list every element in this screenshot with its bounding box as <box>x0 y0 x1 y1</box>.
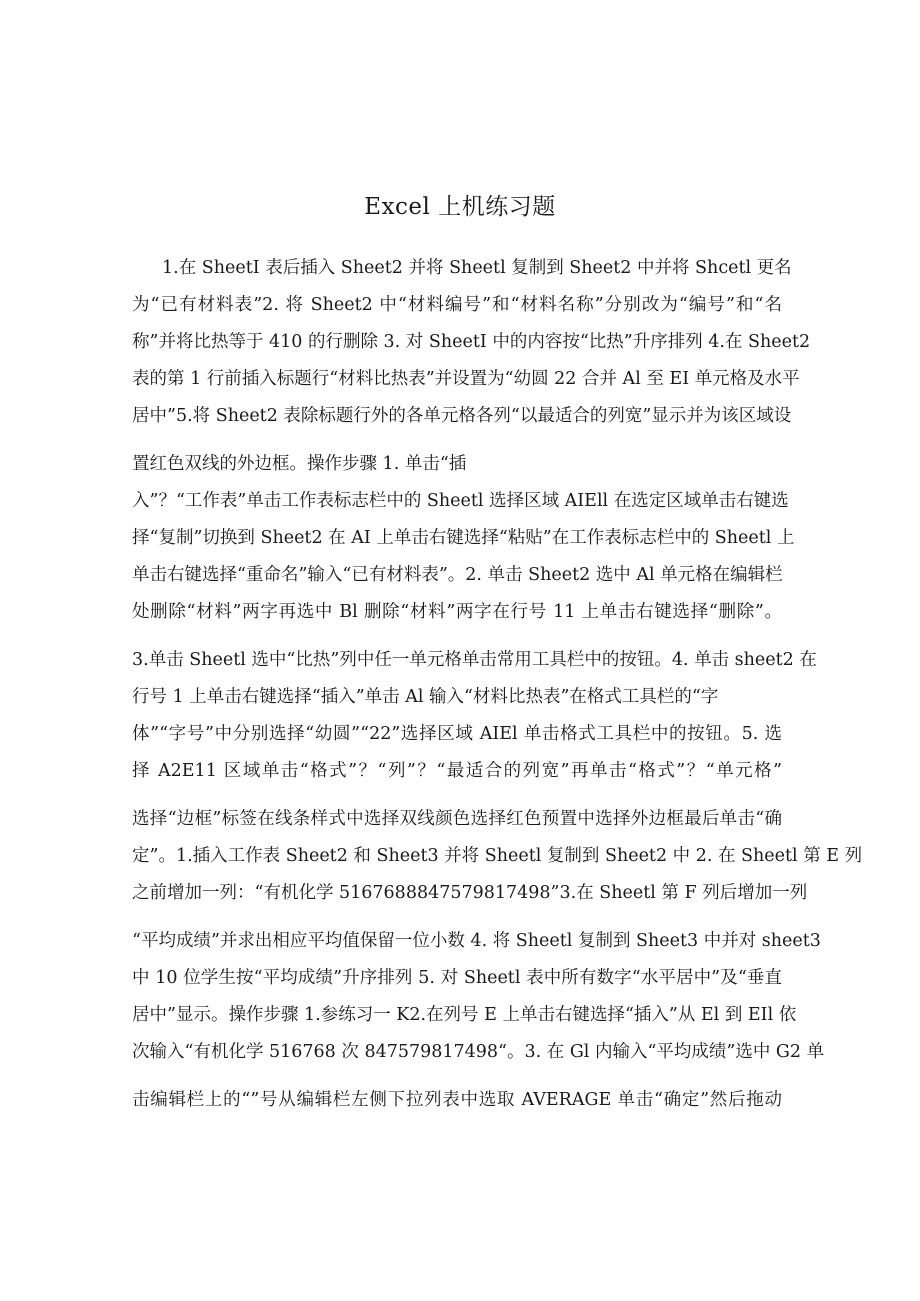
body-line: 选择“边框”标签在线条样式中选择双线颜色选择红色预置中选择外边框最后单击“确 <box>132 809 782 829</box>
body-line: 行号 1 上单击右键选择“插入”单击 Al 输入“材料比热表”在格式工具栏的“字 <box>132 687 719 707</box>
body-line: 3.单击 Sheetl 选中“比热”列中任一单元格单击常用工具栏中的按钮。4. 单击 sheet2 在 <box>132 650 817 670</box>
document-title: Excel 上机练习题 <box>364 194 556 220</box>
body-line: 置红色双线的外边框。操作步骤 1. 单击“插 <box>132 454 467 474</box>
body-line: 定”。1.插入工作表 Sheet2 和 Sheet3 并将 Sheetl 复制到 Sheet2 中 2. 在 Sheetl 第 E 列 <box>132 846 863 866</box>
body-line: 择“复制”切换到 Sheet2 在 AI 上单击右键选择“粘贴”在工作表标志栏中的 Sheetl 上 <box>132 528 795 548</box>
body-line: 中 10 位学生按“平均成绩”升序排列 5. 对 Sheetl 表中所有数字“水平居中”及“垂直 <box>132 968 782 988</box>
body-line: 击编辑栏上的“”号从编辑栏左侧下拉列表中选取 AVERAGE 单击“确定”然后拖动 <box>132 1090 782 1110</box>
body-line: “平均成绩”并求出相应平均值保留一位小数 4. 将 Sheetl 复制到 Sheet3 中并对 sheet3 <box>132 931 821 951</box>
body-line: 之前增加一列：“有机化学 5167688847579817498”3.在 Sheetl 第 F 列后增加一列 <box>132 883 808 903</box>
body-line: 次输入“有机化学 516768 次 847579817498“。3. 在 Gl 内输入“平均成绩”选中 G2 单 <box>132 1042 825 1062</box>
body-line: 入”？“工作表”单击工作表标志栏中的 Sheetl 选择区域 AIEll 在选定区域单击右键选 <box>132 491 789 511</box>
body-line: 表的第 1 行前插入标题行“材料比热表”并设置为“幼圆 22 合并 Al 至 EI 单元格及水平 <box>132 369 800 389</box>
body-line: 择 A2E11 区域单击“格式”？“列”？“最适合的列宽”再单击“格式”？“单元格” <box>132 761 782 781</box>
body-line: 1.在 SheetI 表后插入 Sheet2 并将 Sheetl 复制到 Sheet2 中并将 Shcetl 更名 <box>162 258 792 278</box>
body-line: 居中”5.将 Sheet2 表除标题行外的各单元格各列“以最适合的列宽”显示并为该区域设 <box>132 406 792 426</box>
body-line: 处删除“材料”两字再选中 Bl 删除“材料”两字在行号 11 上单击右键选择“删除”。 <box>132 602 782 622</box>
body-line: 为“已有材料表”2. 将 Sheet2 中“材料编号”和“材料名称”分别改为“编号”和“名 <box>132 295 782 315</box>
body-line: 居中”显示。操作步骤 1.参练习一 K2.在列号 E 上单击右键选择“插入”从 El 到 EIl 依 <box>132 1005 797 1025</box>
body-line: 单击右键选择“重命名”输入“已有材料表”。2. 单击 Sheet2 选中 Al 单元格在编辑栏 <box>132 565 783 585</box>
body-line: 称”并将比热等于 410 的行删除 3. 对 SheetI 中的内容按“比热”升序排列 4.在 Sheet2 <box>132 332 811 352</box>
body-line: 体”“字号”中分别选择“幼圆”“22”选择区域 AIEl 单击格式工具栏中的按钮。5. 选 <box>132 724 782 744</box>
